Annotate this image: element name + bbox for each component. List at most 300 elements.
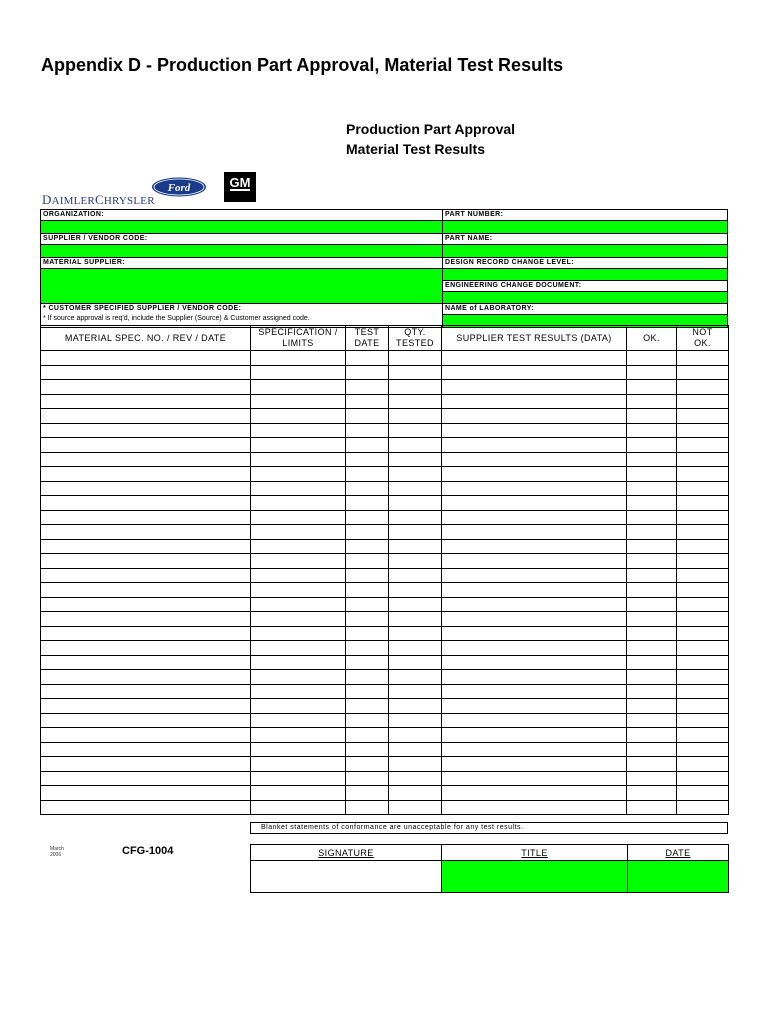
table-cell[interactable] (677, 742, 729, 757)
table-cell[interactable] (41, 800, 251, 815)
table-row (41, 481, 729, 496)
table-row (41, 554, 729, 569)
table-cell[interactable] (41, 713, 251, 728)
table-cell[interactable] (442, 612, 627, 627)
table-cell[interactable] (677, 728, 729, 743)
blanket-statement-note: Blanket statements of conformance are unacceptable for any test results. (250, 822, 728, 834)
table-cell[interactable] (627, 583, 677, 598)
col-material-spec: MATERIAL SPEC. NO. / REV / DATE (41, 326, 251, 351)
col-qty-tested: QTY. TESTED (389, 326, 442, 351)
table-cell[interactable] (251, 539, 346, 554)
organization-field[interactable] (41, 220, 442, 233)
table-row (41, 655, 729, 670)
table-cell[interactable] (346, 728, 389, 743)
table-cell[interactable] (251, 568, 346, 583)
table-row (41, 496, 729, 511)
table-cell[interactable] (627, 684, 677, 699)
table-row (41, 757, 729, 772)
table-cell[interactable] (627, 438, 677, 453)
table-cell[interactable] (41, 670, 251, 685)
table-cell[interactable] (442, 757, 627, 772)
table-cell[interactable] (677, 438, 729, 453)
material-supplier-label: MATERIAL SUPPLIER: (43, 259, 125, 266)
table-cell[interactable] (627, 771, 677, 786)
table-cell[interactable] (677, 612, 729, 627)
table-cell[interactable] (346, 684, 389, 699)
table-cell[interactable] (41, 510, 251, 525)
table-cell[interactable] (442, 670, 627, 685)
table-cell[interactable] (251, 525, 346, 540)
table-cell[interactable] (677, 757, 729, 772)
table-cell[interactable] (442, 438, 627, 453)
table-cell[interactable] (389, 713, 442, 728)
table-cell[interactable] (41, 786, 251, 801)
table-cell[interactable] (346, 467, 389, 482)
table-cell[interactable] (346, 699, 389, 714)
table-cell[interactable] (389, 423, 442, 438)
table-cell[interactable] (442, 626, 627, 641)
table-cell[interactable] (627, 612, 677, 627)
table-cell[interactable] (389, 699, 442, 714)
table-row (41, 351, 729, 366)
table-cell[interactable] (677, 786, 729, 801)
table-cell[interactable] (627, 800, 677, 815)
supplier-vendor-code-field[interactable] (41, 244, 442, 257)
table-cell[interactable] (251, 641, 346, 656)
table-cell[interactable] (346, 655, 389, 670)
table-cell[interactable] (41, 467, 251, 482)
table-cell[interactable] (677, 365, 729, 380)
table-cell[interactable] (346, 452, 389, 467)
table-cell[interactable] (41, 684, 251, 699)
table-cell[interactable] (346, 539, 389, 554)
table-row (41, 525, 729, 540)
part-info-section (40, 209, 728, 328)
table-cell[interactable] (389, 351, 442, 366)
title-header: TITLE (442, 845, 628, 861)
table-cell[interactable] (677, 800, 729, 815)
table-row (41, 583, 729, 598)
table-cell[interactable] (442, 409, 627, 424)
table-cell[interactable] (627, 481, 677, 496)
col-specification-limits: SPECIFICATION / LIMITS (251, 326, 346, 351)
table-cell[interactable] (627, 742, 677, 757)
table-row (41, 713, 729, 728)
table-cell[interactable] (677, 641, 729, 656)
table-cell[interactable] (677, 510, 729, 525)
table-cell[interactable] (677, 409, 729, 424)
material-supplier-field[interactable] (41, 268, 442, 303)
table-row (41, 467, 729, 482)
table-cell[interactable] (677, 713, 729, 728)
table-cell[interactable] (251, 365, 346, 380)
table-cell[interactable] (251, 394, 346, 409)
table-cell[interactable] (389, 467, 442, 482)
table-cell[interactable] (346, 626, 389, 641)
table-cell[interactable] (389, 409, 442, 424)
table-cell[interactable] (389, 757, 442, 772)
table-cell[interactable] (346, 757, 389, 772)
table-cell[interactable] (627, 568, 677, 583)
table-cell[interactable] (41, 699, 251, 714)
table-row (41, 684, 729, 699)
table-cell[interactable] (389, 742, 442, 757)
table-cell[interactable] (627, 423, 677, 438)
table-cell[interactable] (442, 351, 627, 366)
table-row (41, 728, 729, 743)
table-cell[interactable] (677, 626, 729, 641)
table-cell[interactable] (389, 728, 442, 743)
table-cell[interactable] (627, 786, 677, 801)
table-cell[interactable] (677, 655, 729, 670)
table-cell[interactable] (627, 728, 677, 743)
table-cell[interactable] (41, 365, 251, 380)
part-number-label: PART NUMBER: (445, 211, 504, 218)
table-cell[interactable] (251, 800, 346, 815)
table-cell[interactable] (627, 496, 677, 511)
table-cell[interactable] (389, 380, 442, 395)
design-record-change-level-field[interactable] (443, 268, 727, 280)
table-cell[interactable] (346, 742, 389, 757)
table-cell[interactable] (442, 496, 627, 511)
source-approval-note: * If source approval is req'd, include the Supplier (Source) & Customer assigned code. (43, 315, 310, 322)
table-cell[interactable] (627, 597, 677, 612)
table-cell[interactable] (442, 713, 627, 728)
subtitle-line-1: Production Part Approval (346, 121, 516, 137)
table-cell[interactable] (251, 597, 346, 612)
table-cell[interactable] (346, 438, 389, 453)
table-cell[interactable] (389, 539, 442, 554)
table-cell[interactable] (346, 481, 389, 496)
table-cell[interactable] (41, 438, 251, 453)
col-ok: OK. (627, 326, 677, 351)
table-cell[interactable] (346, 583, 389, 598)
table-cell[interactable] (251, 757, 346, 772)
table-cell[interactable] (41, 525, 251, 540)
table-cell[interactable] (677, 525, 729, 540)
table-row (41, 626, 729, 641)
table-cell[interactable] (41, 568, 251, 583)
table-cell[interactable] (389, 365, 442, 380)
table-cell[interactable] (627, 365, 677, 380)
table-cell[interactable] (41, 539, 251, 554)
table-row (41, 641, 729, 656)
table-cell[interactable] (346, 670, 389, 685)
table-cell[interactable] (346, 394, 389, 409)
table-cell[interactable] (677, 351, 729, 366)
signature-header: SIGNATURE (251, 845, 442, 861)
table-cell[interactable] (41, 626, 251, 641)
signature-header-row (251, 845, 729, 861)
table-cell[interactable] (627, 641, 677, 656)
table-cell[interactable] (41, 771, 251, 786)
table-row (41, 568, 729, 583)
table-cell[interactable] (677, 684, 729, 699)
engineering-change-document-label: ENGINEERING CHANGE DOCUMENT: (443, 280, 727, 291)
table-cell[interactable] (627, 351, 677, 366)
table-cell[interactable] (251, 684, 346, 699)
table-cell[interactable] (346, 771, 389, 786)
table-row (41, 438, 729, 453)
table-cell[interactable] (251, 452, 346, 467)
table-cell[interactable] (442, 597, 627, 612)
table-cell[interactable] (677, 394, 729, 409)
table-cell[interactable] (627, 554, 677, 569)
table-cell[interactable] (389, 684, 442, 699)
col-not-ok: NOT OK. (677, 326, 729, 351)
table-cell[interactable] (41, 655, 251, 670)
table-cell[interactable] (389, 786, 442, 801)
table-cell[interactable] (677, 467, 729, 482)
date-field[interactable] (628, 861, 729, 893)
form-code: CFG-1004 (122, 845, 174, 857)
table-cell[interactable] (41, 641, 251, 656)
col-supplier-test-results: SUPPLIER TEST RESULTS (DATA) (442, 326, 627, 351)
table-cell[interactable] (41, 742, 251, 757)
table-cell[interactable] (389, 800, 442, 815)
table-cell[interactable] (251, 481, 346, 496)
table-cell[interactable] (627, 670, 677, 685)
table-cell[interactable] (627, 713, 677, 728)
table-cell[interactable] (389, 670, 442, 685)
table-cell[interactable] (627, 394, 677, 409)
table-row (41, 409, 729, 424)
engineering-change-document-field[interactable] (443, 291, 727, 303)
svg-text:Ford: Ford (167, 182, 191, 194)
table-cell[interactable] (627, 510, 677, 525)
table-cell[interactable] (41, 728, 251, 743)
test-results-table (40, 325, 729, 815)
table-cell[interactable] (677, 423, 729, 438)
table-cell[interactable] (251, 351, 346, 366)
table-cell[interactable] (346, 800, 389, 815)
customer-specified-supplier-label: * CUSTOMER SPECIFIED SUPPLIER / VENDOR CODE: (43, 305, 242, 312)
table-cell[interactable] (627, 380, 677, 395)
part-number-field[interactable] (443, 220, 727, 233)
table-row (41, 786, 729, 801)
ford-logo (151, 177, 207, 197)
table-cell[interactable] (346, 409, 389, 424)
table-cell[interactable] (627, 655, 677, 670)
signature-field[interactable] (251, 861, 442, 893)
table-cell[interactable] (251, 670, 346, 685)
table-cell[interactable] (389, 525, 442, 540)
table-cell[interactable] (442, 539, 627, 554)
col-test-date: TEST DATE (346, 326, 389, 351)
table-cell[interactable] (677, 568, 729, 583)
table-cell[interactable] (389, 626, 442, 641)
table-cell[interactable] (442, 510, 627, 525)
table-row (41, 539, 729, 554)
table-cell[interactable] (41, 351, 251, 366)
table-cell[interactable] (251, 510, 346, 525)
table-cell[interactable] (346, 713, 389, 728)
table-row (41, 452, 729, 467)
table-cell[interactable] (442, 742, 627, 757)
table-cell[interactable] (389, 438, 442, 453)
supplier-vendor-code-label: SUPPLIER / VENDOR CODE: (43, 235, 148, 242)
table-cell[interactable] (677, 496, 729, 511)
table-cell[interactable] (346, 786, 389, 801)
table-cell[interactable] (389, 583, 442, 598)
signature-table (250, 844, 729, 893)
table-cell[interactable] (41, 757, 251, 772)
table-row (41, 365, 729, 380)
info-row-material-supplier (41, 257, 727, 303)
table-cell[interactable] (251, 742, 346, 757)
table-row (41, 510, 729, 525)
design-record-change-level-label: DESIGN RECORD CHANGE LEVEL: (445, 259, 575, 266)
table-cell[interactable] (677, 380, 729, 395)
table-cell[interactable] (346, 597, 389, 612)
table-cell[interactable] (389, 655, 442, 670)
table-cell[interactable] (627, 525, 677, 540)
info-row-laboratory (41, 303, 727, 327)
table-cell[interactable] (389, 612, 442, 627)
table-cell[interactable] (627, 452, 677, 467)
table-cell[interactable] (389, 771, 442, 786)
table-cell[interactable] (251, 496, 346, 511)
table-cell[interactable] (346, 612, 389, 627)
table-cell[interactable] (442, 699, 627, 714)
table-cell[interactable] (251, 554, 346, 569)
table-cell[interactable] (346, 496, 389, 511)
table-cell[interactable] (442, 583, 627, 598)
table-cell[interactable] (442, 728, 627, 743)
daimlerchrysler-logo: DAIMLERCHRYSLER (42, 192, 155, 207)
table-cell[interactable] (677, 597, 729, 612)
table-cell[interactable] (677, 554, 729, 569)
page-title: Appendix D - Production Part Approval, Material Test Results (41, 55, 564, 75)
table-cell[interactable] (442, 452, 627, 467)
table-cell[interactable] (627, 539, 677, 554)
table-cell[interactable] (389, 496, 442, 511)
table-cell[interactable] (677, 452, 729, 467)
table-cell[interactable] (677, 481, 729, 496)
table-cell[interactable] (442, 525, 627, 540)
table-cell[interactable] (41, 583, 251, 598)
part-name-field[interactable] (443, 244, 727, 257)
date-header: DATE (628, 845, 729, 861)
table-cell[interactable] (41, 423, 251, 438)
table-cell[interactable] (442, 554, 627, 569)
table-cell[interactable] (677, 771, 729, 786)
table-cell[interactable] (41, 394, 251, 409)
table-cell[interactable] (677, 539, 729, 554)
table-cell[interactable] (389, 641, 442, 656)
table-cell[interactable] (442, 380, 627, 395)
table-cell[interactable] (442, 786, 627, 801)
table-cell[interactable] (389, 510, 442, 525)
table-cell[interactable] (442, 800, 627, 815)
table-cell[interactable] (346, 365, 389, 380)
table-cell[interactable] (251, 713, 346, 728)
table-cell[interactable] (346, 641, 389, 656)
table-cell[interactable] (251, 728, 346, 743)
table-row (41, 670, 729, 685)
info-row-supplier (41, 233, 727, 257)
table-cell[interactable] (389, 597, 442, 612)
table-cell[interactable] (442, 641, 627, 656)
table-cell[interactable] (627, 699, 677, 714)
name-of-laboratory-label: NAME of LABORATORY: (445, 305, 534, 312)
table-cell[interactable] (442, 684, 627, 699)
table-cell[interactable] (41, 612, 251, 627)
table-cell[interactable] (346, 380, 389, 395)
table-cell[interactable] (442, 568, 627, 583)
table-cell[interactable] (442, 655, 627, 670)
table-cell[interactable] (251, 438, 346, 453)
table-cell[interactable] (442, 467, 627, 482)
table-cell[interactable] (346, 510, 389, 525)
table-cell[interactable] (346, 351, 389, 366)
table-cell[interactable] (442, 394, 627, 409)
table-row (41, 699, 729, 714)
table-row (41, 394, 729, 409)
table-cell[interactable] (41, 496, 251, 511)
table-cell[interactable] (346, 568, 389, 583)
table-cell[interactable] (442, 481, 627, 496)
table-cell[interactable] (41, 380, 251, 395)
part-name-label: PART NAME: (445, 235, 493, 242)
signature-body-row (251, 861, 729, 893)
table-row (41, 380, 729, 395)
table-cell[interactable] (677, 583, 729, 598)
table-cell[interactable] (251, 409, 346, 424)
table-cell[interactable] (251, 655, 346, 670)
table-cell[interactable] (251, 786, 346, 801)
table-cell[interactable] (677, 670, 729, 685)
table-cell[interactable] (627, 409, 677, 424)
table-cell[interactable] (627, 626, 677, 641)
table-cell[interactable] (442, 365, 627, 380)
table-cell[interactable] (41, 481, 251, 496)
table-cell[interactable] (251, 626, 346, 641)
table-cell[interactable] (41, 554, 251, 569)
table-cell[interactable] (389, 452, 442, 467)
table-cell[interactable] (251, 771, 346, 786)
table-row (41, 800, 729, 815)
table-cell[interactable] (442, 771, 627, 786)
table-cell[interactable] (346, 423, 389, 438)
table-cell[interactable] (41, 597, 251, 612)
table-cell[interactable] (389, 554, 442, 569)
table-cell[interactable] (251, 699, 346, 714)
title-field[interactable] (442, 861, 628, 893)
table-cell[interactable] (677, 699, 729, 714)
table-row (41, 597, 729, 612)
table-cell[interactable] (389, 481, 442, 496)
table-cell[interactable] (251, 423, 346, 438)
table-cell[interactable] (389, 568, 442, 583)
table-cell[interactable] (346, 525, 389, 540)
table-cell[interactable] (442, 423, 627, 438)
subtitle-line-2: Material Test Results (346, 141, 486, 157)
table-cell[interactable] (627, 757, 677, 772)
table-cell[interactable] (251, 583, 346, 598)
table-cell[interactable] (251, 380, 346, 395)
table-cell[interactable] (41, 452, 251, 467)
table-row (41, 742, 729, 757)
table-cell[interactable] (41, 409, 251, 424)
table-header-row (41, 326, 729, 351)
table-row (41, 612, 729, 627)
table-cell[interactable] (251, 467, 346, 482)
table-cell[interactable] (627, 467, 677, 482)
table-cell[interactable] (346, 554, 389, 569)
table-cell[interactable] (251, 612, 346, 627)
table-cell[interactable] (389, 394, 442, 409)
